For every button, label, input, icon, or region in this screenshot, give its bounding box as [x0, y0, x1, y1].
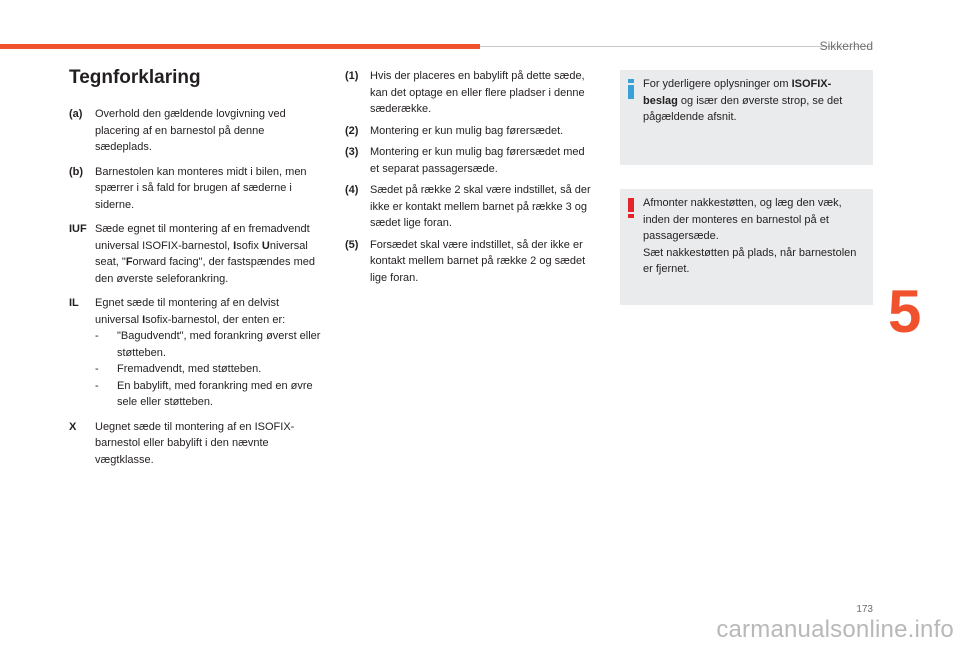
info-box — [620, 70, 873, 165]
page-number: 173 — [856, 604, 873, 615]
legend-entry-il — [69, 295, 321, 411]
note-key: (3) — [345, 146, 359, 158]
note-key: (5) — [345, 238, 359, 251]
info-icon — [627, 79, 635, 99]
note-1 — [345, 68, 595, 118]
note-key: (2) — [345, 124, 359, 137]
legend-key: IUF — [69, 223, 87, 235]
legend-text: Sæde egnet til montering af en fremadvendt universal ISOFIX-barnestol, Isofix Universal seat, "Forward facing", der fastspændes med den øverste seleforankring. — [95, 223, 315, 285]
legend-entry-x — [69, 419, 321, 469]
note-text: Montering er kun mulig bag førersædet med et separat passagersæde. — [370, 146, 585, 175]
legend-text: Barnestolen kan monteres midt i bilen, men spærrer i så fald for brugen af sæderne i siderne. — [95, 165, 307, 211]
warning-text — [643, 195, 865, 278]
note-2 — [345, 123, 595, 140]
note-5 — [345, 237, 595, 287]
notes-column — [345, 68, 595, 291]
warning-box — [620, 189, 873, 305]
note-3 — [345, 144, 595, 177]
header-accent-bar — [0, 44, 480, 49]
header-divider — [480, 46, 872, 47]
watermark: carmanualsonline.info — [716, 616, 954, 643]
section-title: Sikkerhed — [819, 39, 873, 53]
legend-heading: Tegnforklaring — [69, 67, 201, 88]
note-text: Montering er kun mulig bag førersædet. — [370, 124, 564, 137]
note-text: Hvis der placeres en babylift på dette sæde, kan det optage en eller flere pladser i denne sæderække. — [370, 70, 585, 115]
legend-key: X — [69, 420, 77, 433]
warning-icon — [627, 198, 635, 218]
legend-text: Uegnet sæde til montering af en ISOFIX-barnestol eller babylift i den nævnte vægtklasse. — [95, 420, 295, 466]
info-text: For yderligere oplysninger om ISOFIX-beslag og især den øverste strop, se det pågældende afsnit. — [643, 78, 843, 123]
list-item: - En babylift, med forankring med en øvre sele eller støtteben. — [95, 379, 313, 408]
note-key: (1) — [345, 70, 359, 82]
note-text: Sædet på række 2 skal være indstillet, så der ikke er kontakt mellem barnet på række 3 og sædet lige foran. — [370, 184, 591, 229]
list-item: - Fremadvendt, med støtteben. — [95, 363, 262, 375]
note-4 — [345, 182, 595, 232]
warning-line-1: Afmonter nakkestøtten, og læg den væk, inden der monteres en barnestol på et passagersæde. — [643, 197, 842, 242]
legend-key: (a) — [69, 108, 83, 120]
legend-column — [69, 64, 321, 476]
legend-entry-b — [69, 164, 321, 214]
chapter-number: 5 — [888, 278, 922, 345]
legend-text: Egnet sæde til montering af en delvist universal Isofix-barnestol, der enten er: - "Bagudvendt", med forankring øverst eller støtteben. - Fremadvendt, med støtteben. - En babylift, med forankring med en øvre sele eller støtteben. — [95, 295, 321, 411]
legend-entry-a — [69, 106, 321, 156]
warning-line-2: Sæt nakkestøtten på plads, når barnestolen er fjernet. — [643, 246, 857, 275]
legend-sub-list — [95, 328, 321, 411]
legend-key: (b) — [69, 165, 84, 178]
note-key: (4) — [345, 184, 359, 196]
list-item: - "Bagudvendt", med forankring øverst eller støtteben. — [95, 330, 321, 359]
legend-text: Overhold den gældende lovgivning ved placering af en barnestol på denne sædeplads. — [95, 108, 286, 153]
note-text: Forsædet skal være indstillet, så der ikke er kontakt mellem barnet på række 2 og sædet lige foran. — [370, 238, 586, 284]
legend-key: IL — [69, 297, 79, 309]
legend-entry-iuf — [69, 221, 321, 287]
